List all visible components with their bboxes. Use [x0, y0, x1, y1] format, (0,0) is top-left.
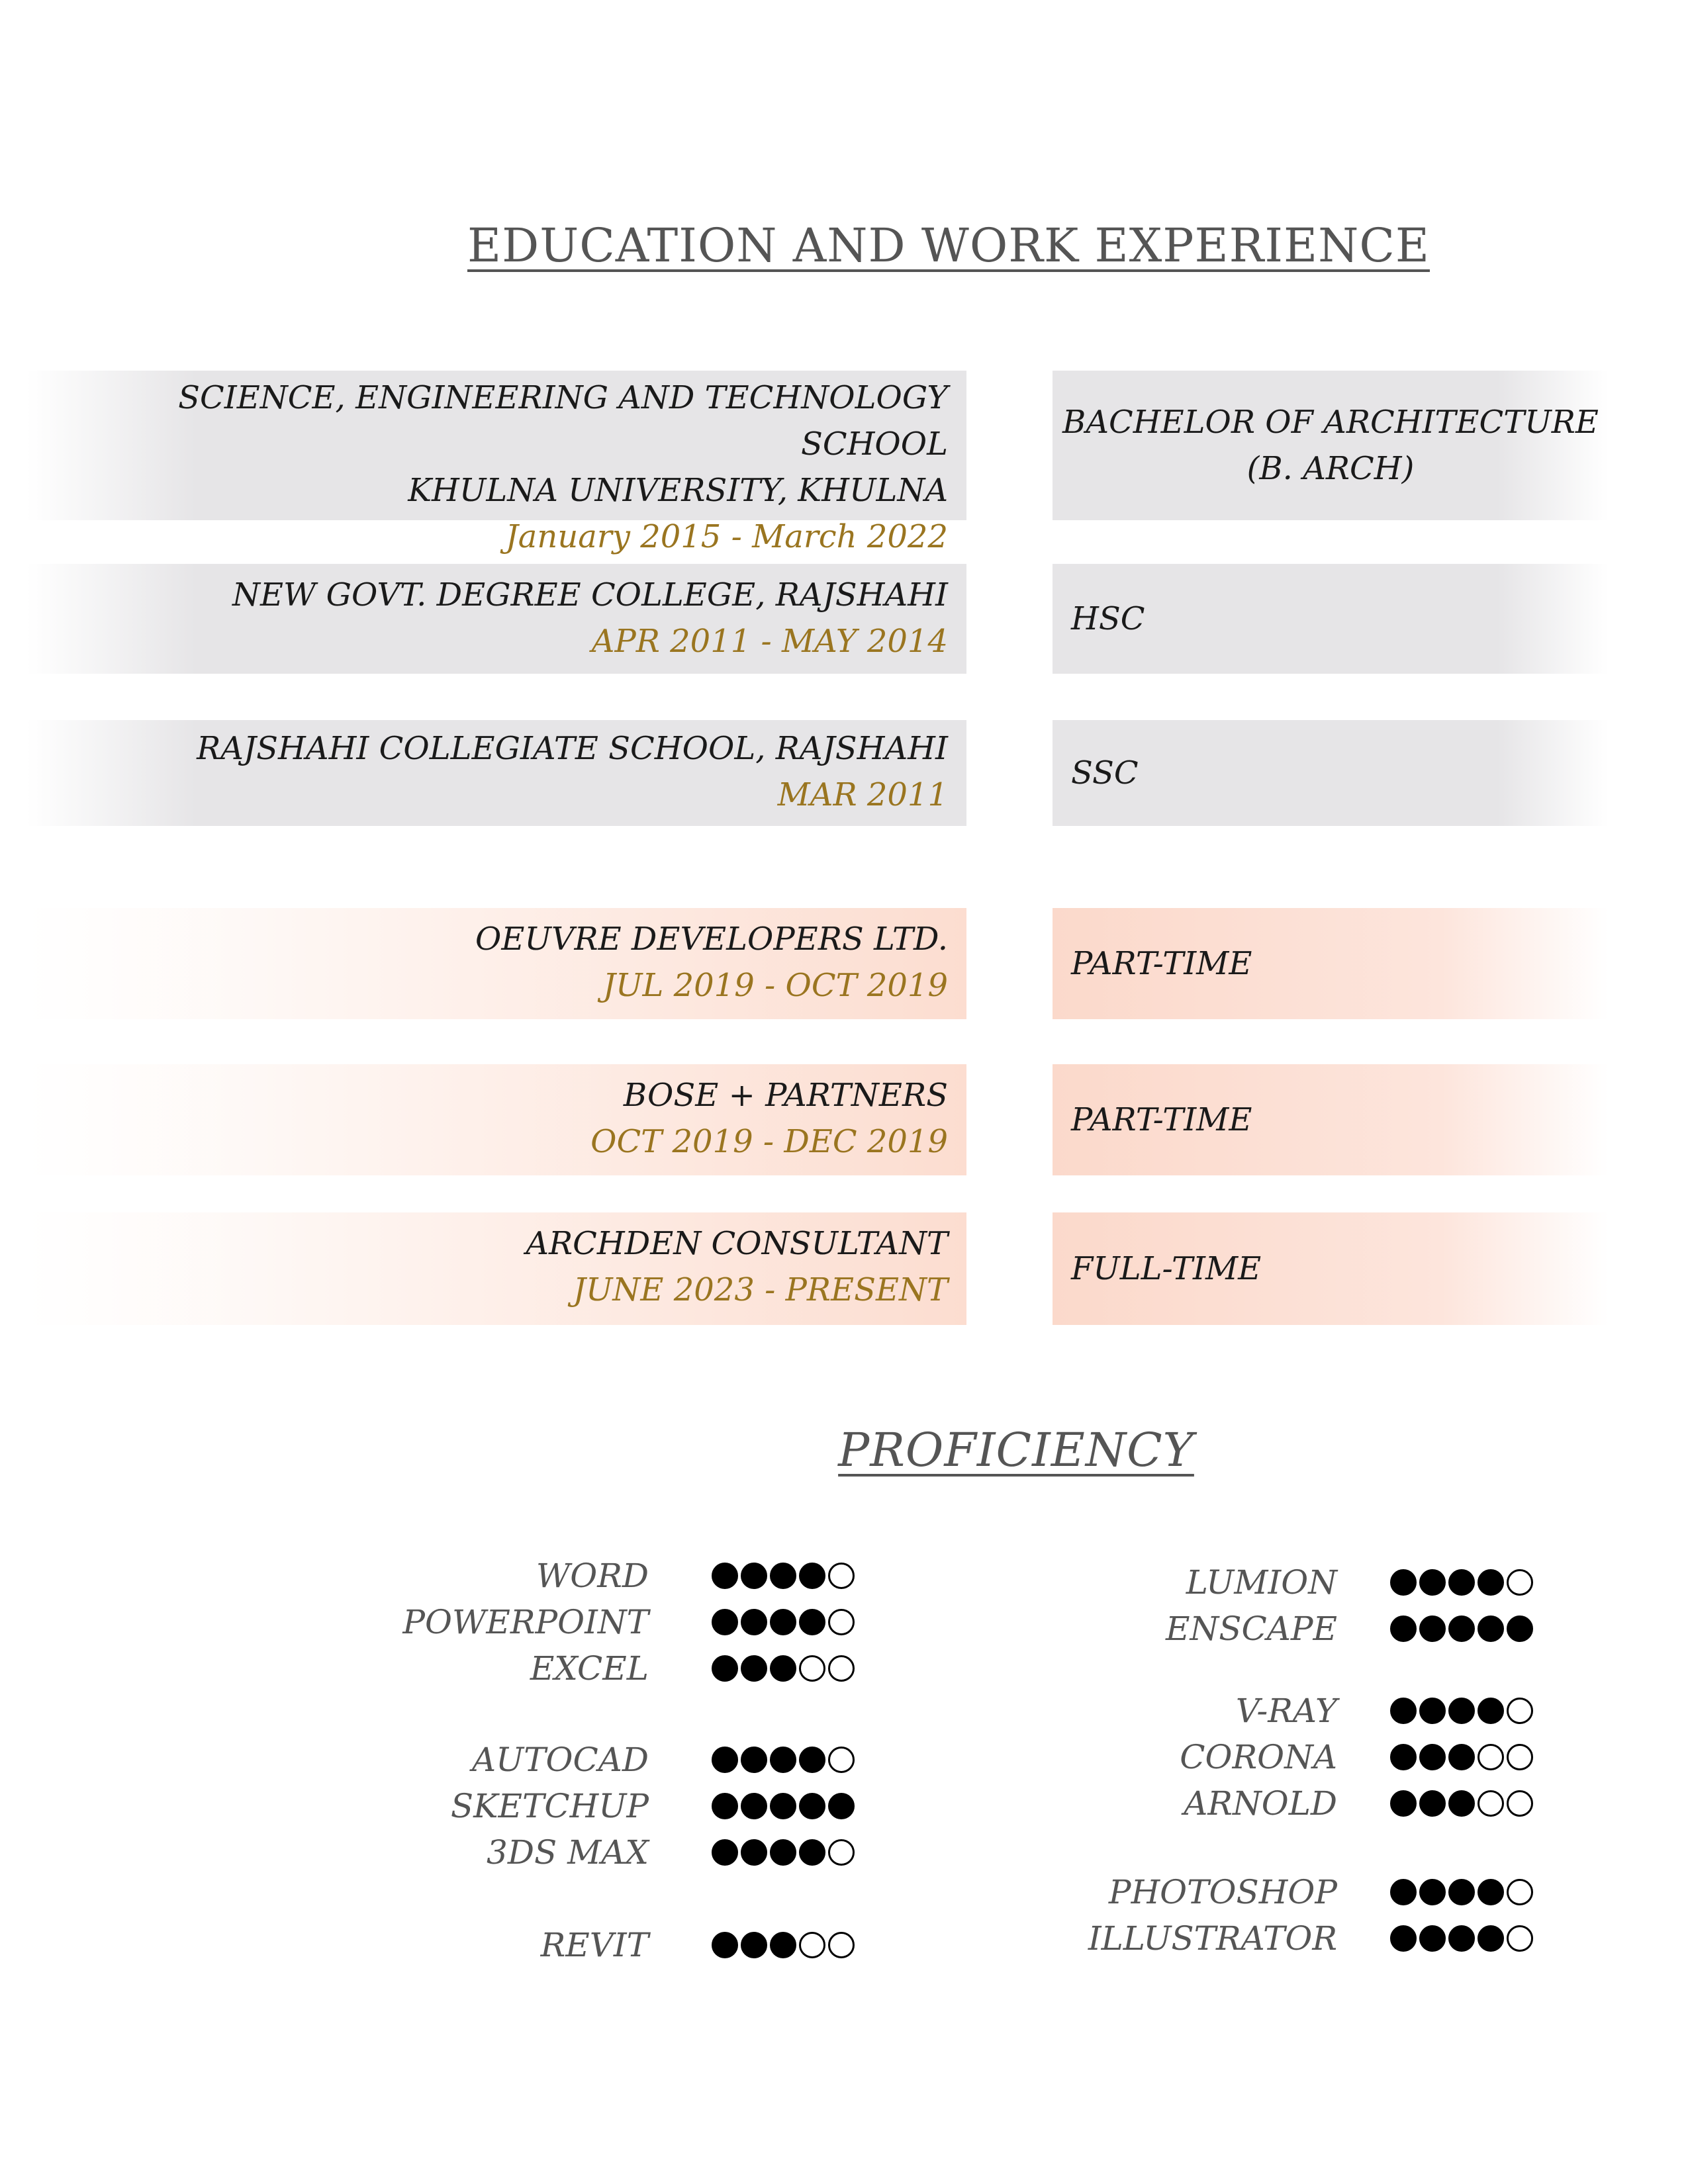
degree-line: HSC — [1071, 600, 1145, 637]
work-type — [1053, 1212, 1609, 1325]
education-institution — [26, 564, 966, 674]
skill-row — [0, 1692, 1533, 1730]
employment-type: PART-TIME — [1071, 1101, 1252, 1138]
skill-name: 3DS MAX — [487, 1833, 649, 1872]
work-date: OCT 2019 - DEC 2019 — [590, 1123, 948, 1160]
institution-line: SCIENCE, ENGINEERING AND TECHNOLOGY SCHOOL — [178, 379, 948, 463]
education-degree — [1053, 371, 1609, 520]
company-name: OEUVRE DEVELOPERS LTD. — [475, 921, 948, 958]
skill-name: ENSCAPE — [1165, 1610, 1337, 1648]
empty-dot-icon — [1477, 1790, 1504, 1817]
filled-dot-icon — [1477, 1698, 1504, 1724]
skill-row — [0, 1919, 1533, 1958]
empty-dot-icon — [828, 1839, 855, 1866]
skill-rating — [1390, 1879, 1533, 1905]
education-date: January 2015 - March 2022 — [505, 518, 948, 555]
skill-rating — [1390, 1698, 1533, 1724]
filled-dot-icon — [1448, 1569, 1475, 1596]
education-degree — [1053, 720, 1609, 826]
skill-rating — [1390, 1615, 1533, 1642]
work-date: JUNE 2023 - PRESENT — [573, 1271, 948, 1308]
employment-type: FULL-TIME — [1071, 1250, 1262, 1287]
filled-dot-icon — [1448, 1879, 1475, 1905]
skill-name: LUMION — [1186, 1563, 1337, 1602]
filled-dot-icon — [1390, 1744, 1417, 1770]
filled-dot-icon — [1477, 1569, 1504, 1596]
education-heading: EDUCATION AND WORK EXPERIENCE — [467, 218, 1430, 273]
skill-rating — [1390, 1744, 1533, 1770]
filled-dot-icon — [1448, 1744, 1475, 1770]
education-institution — [26, 720, 966, 826]
skill-name: ARNOLD — [1184, 1784, 1337, 1823]
education-date: MAR 2011 — [777, 776, 948, 813]
skill-row — [0, 1833, 855, 1872]
empty-dot-icon — [1507, 1744, 1533, 1770]
filled-dot-icon — [1419, 1615, 1446, 1642]
skill-name: WORD — [536, 1557, 649, 1595]
skill-row — [0, 1563, 1533, 1602]
work-company — [26, 1212, 966, 1325]
skill-row — [0, 1738, 1533, 1776]
empty-dot-icon — [1507, 1698, 1533, 1724]
skill-name: EXCEL — [530, 1649, 649, 1688]
filled-dot-icon — [1507, 1615, 1533, 1642]
education-institution — [26, 371, 966, 555]
degree-line: (B. ARCH) — [1246, 450, 1415, 487]
filled-dot-icon — [799, 1839, 825, 1866]
skill-row — [0, 1873, 1533, 1911]
work-date: JUL 2019 - OCT 2019 — [602, 967, 948, 1004]
filled-dot-icon — [1419, 1879, 1446, 1905]
skill-name: ILLUSTRATOR — [1088, 1919, 1337, 1958]
empty-dot-icon — [1507, 1925, 1533, 1952]
education-degree — [1053, 564, 1609, 674]
filled-dot-icon — [770, 1839, 796, 1866]
filled-dot-icon — [1390, 1698, 1417, 1724]
filled-dot-icon — [1448, 1698, 1475, 1724]
filled-dot-icon — [1419, 1744, 1446, 1770]
skill-row — [0, 1610, 1533, 1648]
filled-dot-icon — [1448, 1790, 1475, 1817]
skill-rating — [712, 1839, 855, 1866]
skill-name: V-RAY — [1235, 1692, 1337, 1730]
filled-dot-icon — [741, 1839, 767, 1866]
proficiency-heading: PROFICIENCY — [838, 1423, 1194, 1477]
company-name: ARCHDEN CONSULTANT — [526, 1225, 948, 1262]
filled-dot-icon — [1448, 1925, 1475, 1952]
filled-dot-icon — [1477, 1615, 1504, 1642]
skill-rating — [1390, 1790, 1533, 1817]
empty-dot-icon — [1507, 1790, 1533, 1817]
skill-rating — [1390, 1925, 1533, 1952]
filled-dot-icon — [1419, 1698, 1446, 1724]
skill-name: AUTOCAD — [471, 1741, 649, 1779]
filled-dot-icon — [1419, 1925, 1446, 1952]
employment-type: PART-TIME — [1071, 945, 1252, 982]
skill-rating — [1390, 1569, 1533, 1596]
empty-dot-icon — [1507, 1569, 1533, 1596]
filled-dot-icon — [770, 1655, 796, 1682]
company-name: BOSE + PARTNERS — [623, 1077, 948, 1114]
empty-dot-icon — [828, 1655, 855, 1682]
skill-name: POWERPOINT — [402, 1603, 649, 1641]
work-company — [26, 1064, 966, 1175]
filled-dot-icon — [1477, 1925, 1504, 1952]
filled-dot-icon — [1477, 1879, 1504, 1905]
work-company — [26, 908, 966, 1019]
filled-dot-icon — [712, 1655, 738, 1682]
institution-line: NEW GOVT. DEGREE COLLEGE, RAJSHAHI — [232, 576, 948, 614]
filled-dot-icon — [1390, 1569, 1417, 1596]
degree-line: BACHELOR OF ARCHITECTURE — [1062, 404, 1599, 441]
education-date: APR 2011 - MAY 2014 — [591, 623, 948, 660]
filled-dot-icon — [1390, 1925, 1417, 1952]
skill-name: SKETCHUP — [450, 1787, 649, 1825]
filled-dot-icon — [1390, 1615, 1417, 1642]
filled-dot-icon — [1390, 1790, 1417, 1817]
skill-name: REVIT — [540, 1926, 649, 1964]
empty-dot-icon — [1507, 1879, 1533, 1905]
institution-line: KHULNA UNIVERSITY, KHULNA — [408, 472, 948, 509]
work-type — [1053, 908, 1609, 1019]
empty-dot-icon — [1477, 1744, 1504, 1770]
skill-row — [0, 1649, 855, 1688]
filled-dot-icon — [1448, 1615, 1475, 1642]
skill-rating — [712, 1655, 855, 1682]
filled-dot-icon — [1419, 1790, 1446, 1817]
filled-dot-icon — [1419, 1569, 1446, 1596]
skill-name: PHOTOSHOP — [1108, 1873, 1337, 1911]
filled-dot-icon — [741, 1655, 767, 1682]
work-type — [1053, 1064, 1609, 1175]
degree-line: SSC — [1071, 754, 1139, 792]
skill-name: CORONA — [1180, 1738, 1337, 1776]
filled-dot-icon — [712, 1839, 738, 1866]
skill-row — [0, 1784, 1533, 1823]
filled-dot-icon — [1390, 1879, 1417, 1905]
institution-line: RAJSHAHI COLLEGIATE SCHOOL, RAJSHAHI — [197, 730, 948, 767]
empty-dot-icon — [799, 1655, 825, 1682]
